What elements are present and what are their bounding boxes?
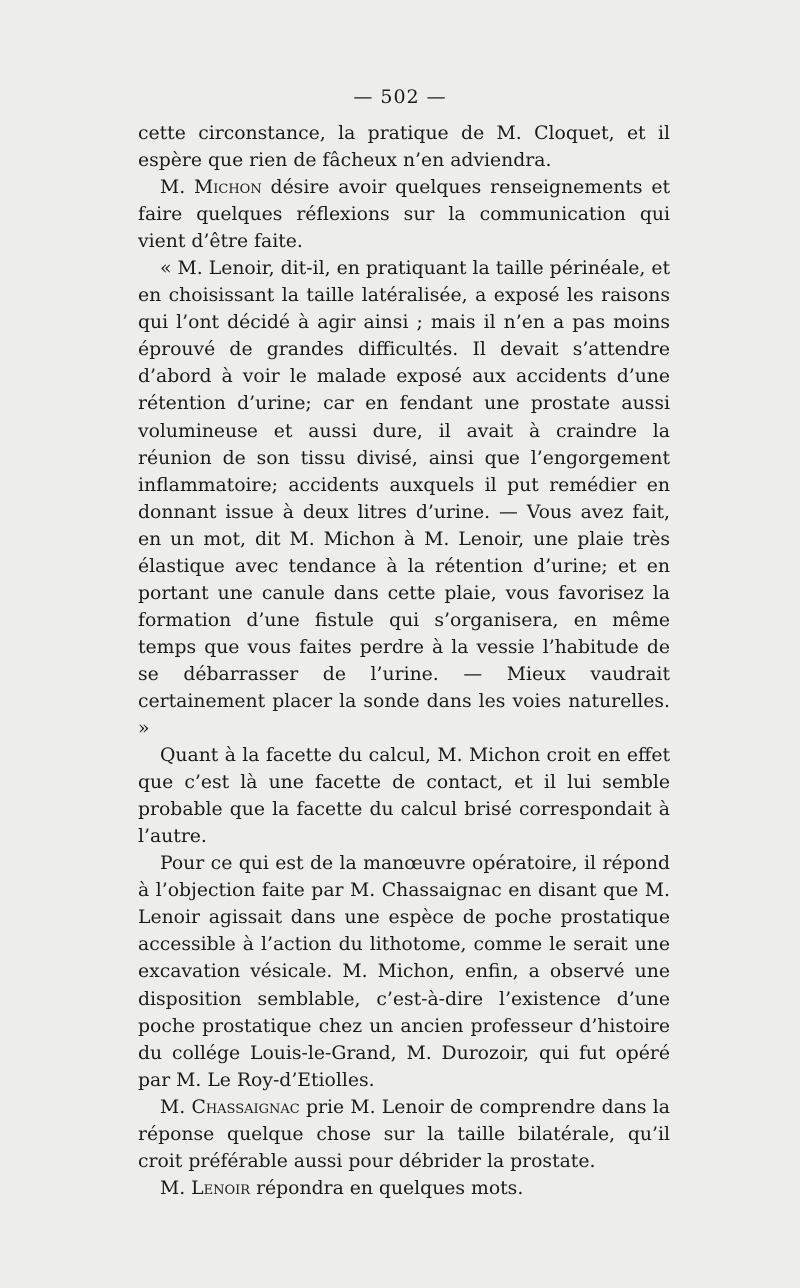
paragraph [138, 255, 670, 742]
paragraph-text: M. [160, 1096, 192, 1118]
paragraph-text: prie M. Lenoir de comprendre dans la réponse quelque chose sur la taille bilatérale, qu’il croit préférable aussi pour débrider la prostate. [138, 1096, 671, 1172]
body-text [138, 120, 670, 1202]
speaker-name: Lenoir [191, 1177, 251, 1199]
paragraph [138, 850, 670, 1093]
paragraph-text: M. [160, 177, 195, 199]
page-number: — 502 — [353, 86, 447, 108]
paragraph [138, 1094, 670, 1175]
paragraph-text: répondra en quelques mots. [250, 1177, 524, 1199]
paragraph-text: Quant à la facette du calcul, M. Michon croit en effet que c’est là une facette de contact, et il lui semble probable que la facette du calcul brisé correspondait à l’autre. [138, 745, 670, 848]
paragraph [138, 120, 670, 174]
paragraph [138, 742, 670, 850]
speaker-name: Chassaignac [191, 1096, 300, 1118]
speaker-name: Michon [194, 177, 262, 199]
paragraph-text: « M. Lenoir, dit-il, en pratiquant la taille périnéale, et en choisissant la taille latéralisée, a exposé les raisons qui l’ont décidé à agir ainsi ; mais il n’en a pas moins éprouvé de grandes difficultés. Il devait s’attendre d’abord à voir le malade exposé aux accidents d’une rétention d’urine; car en fendant une prostate aussi volumineuse et aussi dure, il avait à craindre la réunion de son tissu divisé, ainsi que l’engorgement inflammatoire; accidents auxquels il put remédier en donnant issue à deux litres d’urine. — Vous avez fait, en un mot, dit M. Michon à M. Lenoir, une plaie très élastique avec tendance à la rétention d’urine; et en portant une canule dans cette plaie, vous favorisez la formation d’une fistule qui s’organisera, en même temps que vous faites perdre à la vessie l’habitude de se débarrasser de l’urine. — Mieux vaudrait certainement placer la sonde dans les voies naturelles. » [138, 258, 670, 740]
paragraph-text: cette circonstance, la pratique de M. Cloquet, et il espère que rien de fâcheux n’en adviendra. [138, 123, 670, 172]
paragraph-text: Pour ce qui est de la manœuvre opératoire, il répond à l’objection faite par M. Chassaignac en disant que M. Lenoir agissait dans une espèce de poche prostatique accessible à l’action du lithotome, comme le serait une excavation vésicale. M. Michon, enfin, a observé une disposition semblable, c’est-à-dire l’existence d’une poche prostatique chez un ancien professeur d’histoire du collége Louis-le-Grand, M. Durozoir, qui fut opéré par M. Le Roy-d’Etiolles. [138, 853, 670, 1091]
paragraph-text: M. [160, 1177, 192, 1199]
paragraph [138, 174, 670, 255]
paragraph-text: désire avoir quelques renseignements et faire quelques réflexions sur la communication qui vient d’être faite. [138, 177, 670, 253]
paragraph [138, 1175, 670, 1202]
